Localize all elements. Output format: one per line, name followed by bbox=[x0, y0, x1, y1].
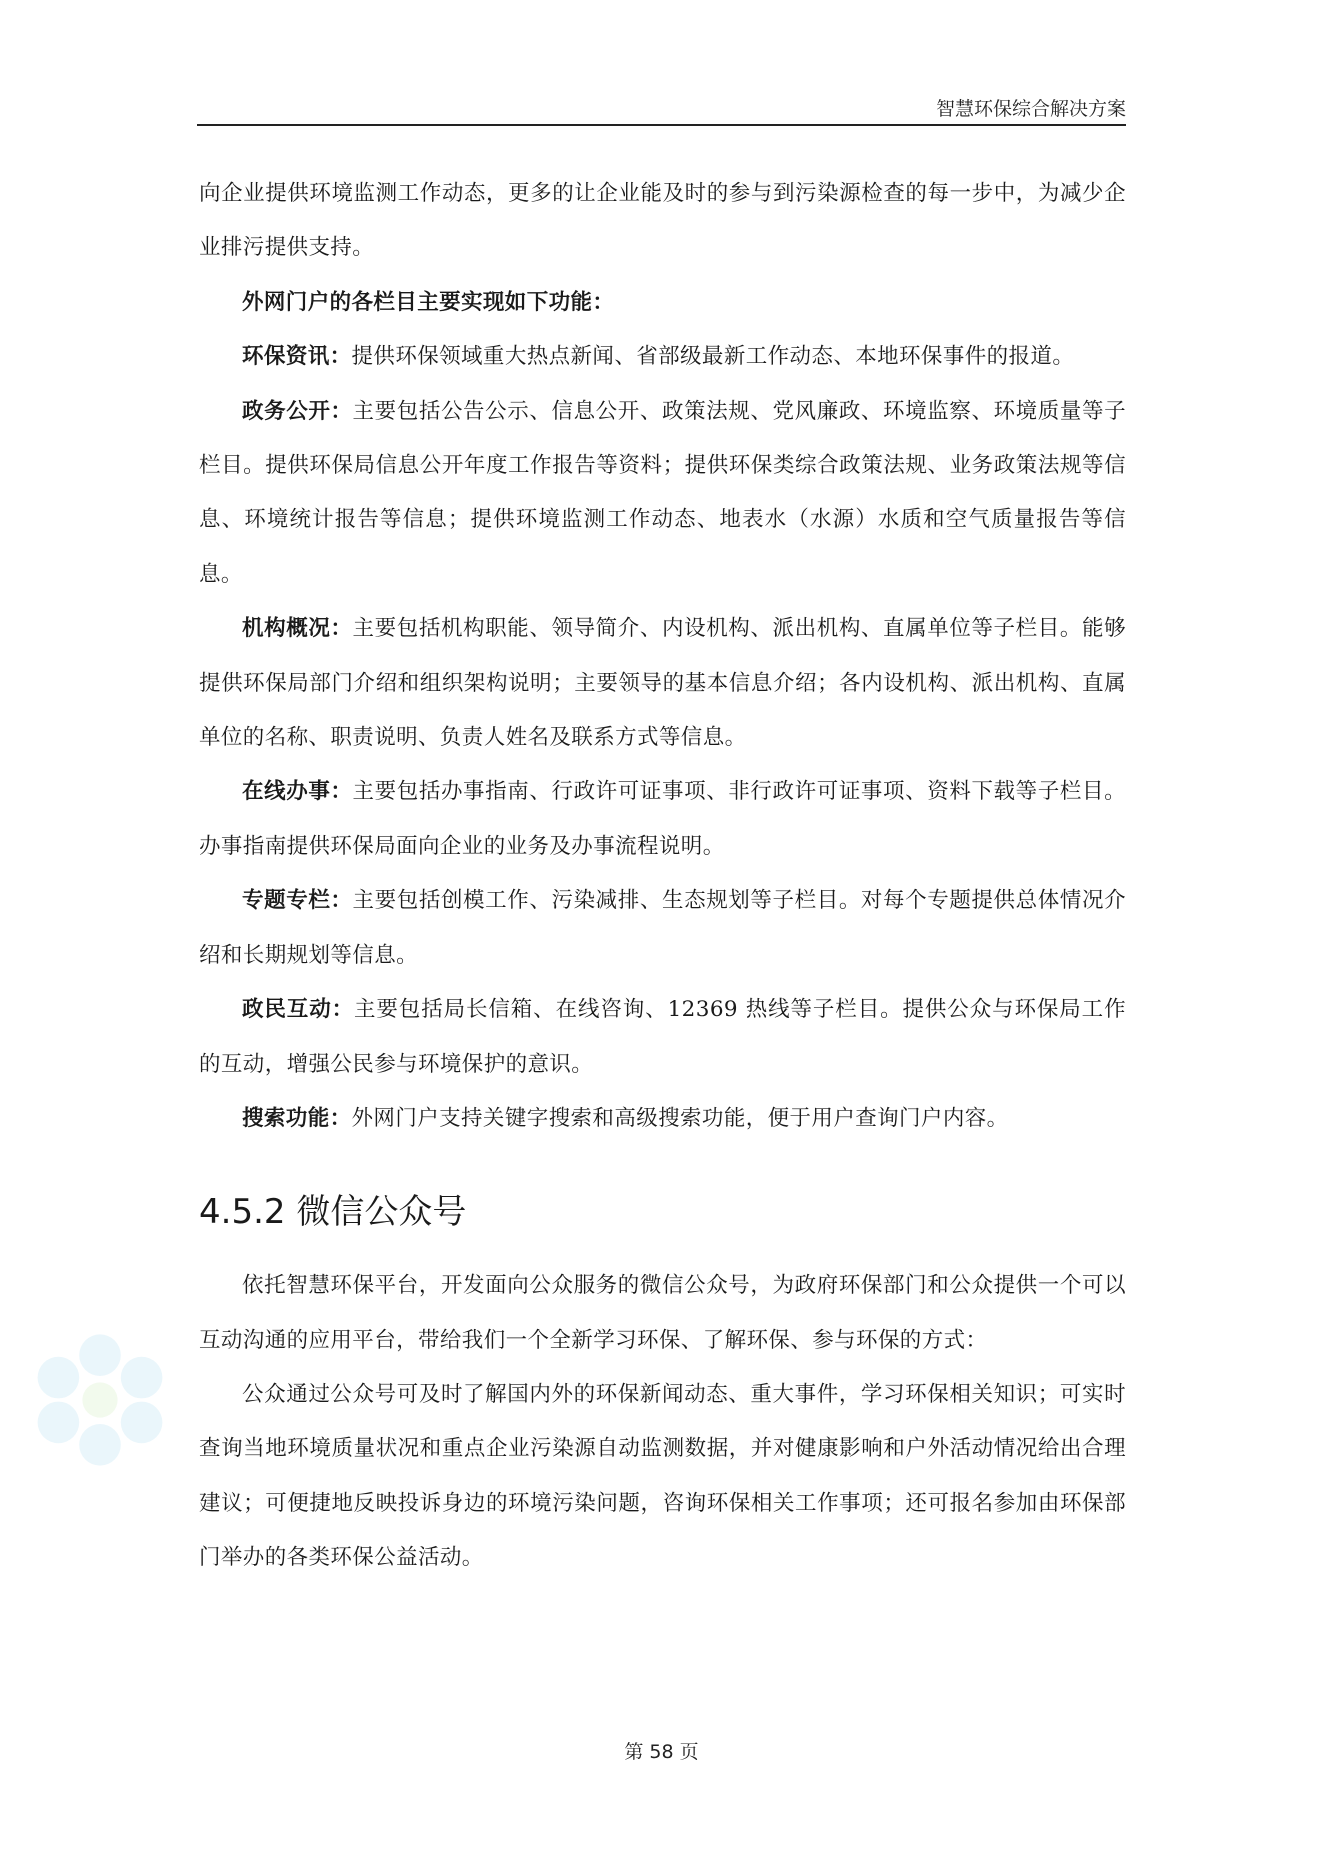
function-item bbox=[199, 874, 1126, 983]
function-item bbox=[199, 1092, 1126, 1146]
flower-logo-icon bbox=[20, 1320, 180, 1480]
page-number: 第 58 页 bbox=[624, 1741, 699, 1763]
section-heading: 4.5.2 微信公众号 bbox=[199, 1192, 467, 1233]
function-item bbox=[199, 602, 1126, 765]
function-term: 政务公开： bbox=[242, 398, 353, 424]
section-paragraph: 依托智慧环保平台，开发面向公众服务的微信公众号，为政府环保部门和公众提供一个可以互动沟通的应用平台，带给我们一个全新学习环保、了解环保、参与环保的方式： bbox=[199, 1273, 1126, 1353]
function-desc: 主要包括公告公示、信息公开、政策法规、党风廉政、环境监察、环境质量等子栏目。提供环保局信息公开年度工作报告等资料；提供环保类综合政策法规、业务政策法规等信息、环境统计报告等信息；提供环境监测工作动态、地表水（水源）水质和空气质量报告等信息。 bbox=[199, 398, 1126, 587]
intro-paragraph: 向企业提供环境监测工作动态，更多的让企业能及时的参与到污染源检查的每一步中，为减少企业排污提供支持。 bbox=[199, 181, 1126, 261]
page-header bbox=[197, 90, 1126, 126]
function-term: 专题专栏： bbox=[242, 888, 353, 914]
function-item bbox=[199, 385, 1126, 603]
function-desc: 提供环保领域重大热点新闻、省部级最新工作动态、本地环保事件的报道。 bbox=[351, 344, 1075, 370]
function-term: 机构概况： bbox=[242, 616, 353, 642]
function-desc: 主要包括机构职能、领导简介、内设机构、派出机构、直属单位等子栏目。能够提供环保局部门介绍和组织架构说明；主要领导的基本信息介绍；各内设机构、派出机构、直属单位的名称、职责说明、负责人姓名及联系方式等信息。 bbox=[199, 616, 1126, 751]
function-item bbox=[199, 330, 1126, 384]
function-term: 搜索功能： bbox=[242, 1105, 352, 1131]
function-term: 环保资讯： bbox=[242, 344, 352, 370]
function-item bbox=[199, 765, 1126, 874]
document-body bbox=[199, 167, 1126, 1586]
header-title: 智慧环保综合解决方案 bbox=[935, 98, 1126, 120]
function-item bbox=[199, 983, 1126, 1092]
function-term: 政民互动： bbox=[242, 997, 354, 1023]
functions-heading: 外网门户的各栏目主要实现如下功能： bbox=[242, 289, 615, 315]
function-desc: 主要包括办事指南、行政许可证事项、非行政许可证事项、资料下载等子栏目。办事指南提供环保局面向企业的业务及办事流程说明。 bbox=[199, 779, 1126, 859]
function-desc: 主要包括局长信箱、在线咨询、12369 热线等子栏目。提供公众与环保局工作的互动，增强公民参与环境保护的意识。 bbox=[199, 997, 1126, 1077]
section-paragraph: 公众通过公众号可及时了解国内外的环保新闻动态、重大事件，学习环保相关知识；可实时查询当地环境质量状况和重点企业污染源自动监测数据，并对健康影响和户外活动情况给出合理建议；可便捷地反映投诉身边的环境污染问题，咨询环保相关工作事项；还可报名参加由环保部门举办的各类环保公益活动。 bbox=[199, 1381, 1126, 1571]
function-desc: 主要包括创模工作、污染减排、生态规划等子栏目。对每个专题提供总体情况介绍和长期规划等信息。 bbox=[199, 888, 1126, 968]
function-term: 在线办事： bbox=[242, 779, 353, 805]
function-desc: 外网门户支持关键字搜索和高级搜索功能，便于用户查询门户内容。 bbox=[351, 1105, 1009, 1131]
